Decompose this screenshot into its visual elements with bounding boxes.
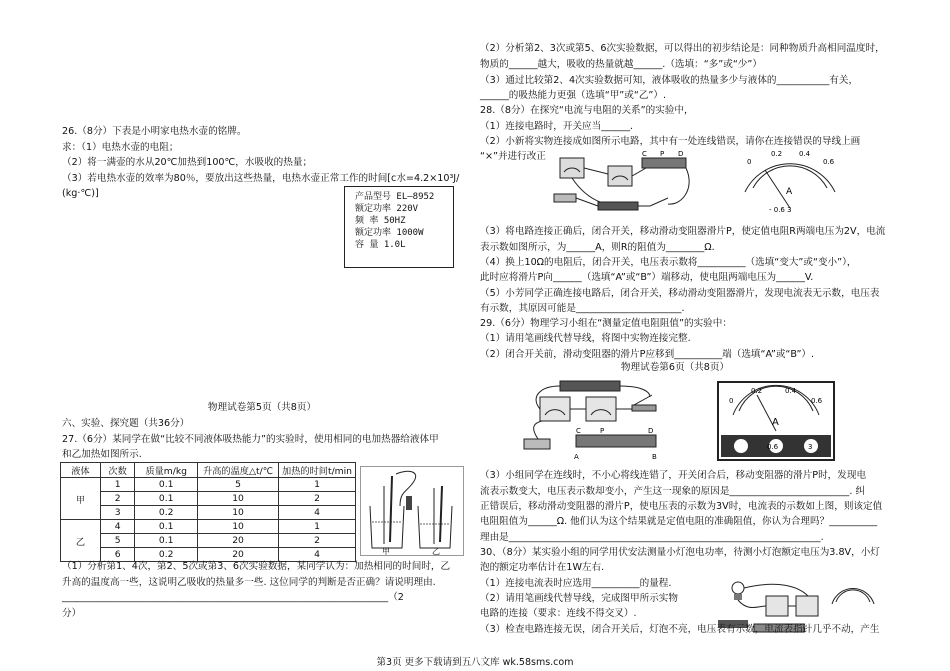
- text-line: （3）小组同学在连线时，不小心将线连错了，开关闭合后，移动变阻器的滑片P时，发现电: [480, 470, 867, 481]
- terminal-label: 3: [808, 443, 813, 451]
- table-cell: 5: [198, 478, 279, 492]
- slide-rheostat: [642, 150, 686, 168]
- table-row: [61, 506, 356, 520]
- table-row: [61, 492, 356, 506]
- voltmeter: [608, 166, 632, 186]
- tick-label: 0.6: [823, 158, 835, 166]
- text-line: （3）将电路连接正确后，闭合开关，移动滑动变阻器滑片P，使定值电阻R两端电压为2V，电流: [480, 226, 886, 237]
- table-cell: 1: [100, 478, 135, 492]
- table-header: 质量m/kg: [135, 463, 198, 478]
- ammeter-reading-figure: [735, 148, 845, 218]
- ammeter: [766, 596, 788, 616]
- text-line: （4）换上10Ω的电阻后，闭合开关，电压表示数将__________（选填“变大”或“变小”），: [480, 257, 857, 268]
- table-cell: 3: [100, 506, 135, 520]
- tick-label: 0.2: [751, 387, 763, 395]
- q26-line: （2）将一满壶的水从20℃加热到100℃，水吸收的热量；: [62, 157, 313, 168]
- table-cell: 4: [279, 506, 356, 520]
- table-cell: 0.2: [135, 506, 198, 520]
- slide-rheostat: [574, 427, 657, 461]
- text-line: （2）闭合开关前，滑动变阻器的滑片P应移到__________端（选填“A”或“B”）.: [480, 349, 815, 360]
- text-line: 流表示数变大，电压表示数却变小，产生这一现象的原因是_________________________. 纠: [480, 486, 866, 497]
- table-cell: 1: [279, 478, 356, 492]
- table-cell: 4: [100, 520, 135, 534]
- resistor: [524, 439, 550, 449]
- battery: [598, 202, 638, 210]
- q27b-line: 分）: [62, 608, 82, 619]
- table-cell: 1: [279, 520, 356, 534]
- text-line: 表示数如图所示，为______A，则R的阻值为________Ω.: [480, 242, 715, 253]
- experiment-table: [60, 462, 356, 562]
- page-label-6: 物理试卷第6页（共8页）: [620, 362, 730, 373]
- tick-label: 0.2: [771, 150, 783, 158]
- q26-line: 求：（1）电热水壶的电阻；: [62, 142, 179, 153]
- text-line: 有示数，其原因可能是______________________.: [480, 303, 685, 314]
- table-header: 加热的时间t/min: [279, 463, 356, 478]
- ammeter: [560, 158, 584, 178]
- terminal-label: 0.6: [767, 443, 779, 451]
- tick-label: 0.4: [785, 387, 797, 395]
- nameplate-row: 频 率 50HZ: [355, 216, 406, 226]
- rheostat-label: D: [678, 150, 684, 158]
- q28-circuit-figure: [550, 150, 700, 220]
- rheostat-label: A: [574, 453, 579, 461]
- table-cell: 2: [279, 534, 356, 548]
- q27-line: 27.（6分）某同学在做“比较不同液体吸热能力”的实验时，使用相同的电加热器给液体甲: [62, 434, 439, 445]
- text-line: （1）连接电流表时应选用__________的量程.: [480, 578, 672, 589]
- nameplate-box: [344, 186, 454, 268]
- fig-label-jia: 甲: [382, 547, 390, 556]
- table-cell: 0.1: [135, 520, 198, 534]
- bulb: [732, 582, 744, 600]
- rheostat-label: P: [660, 150, 665, 158]
- table-cell: 5: [100, 534, 135, 548]
- q27b-line: （1）分析第1、4次，第2、5次或第3、6次实验数据，某同学认为：加热相同的时间时，乙: [62, 561, 451, 572]
- meter-unit: A: [772, 417, 779, 428]
- heater-beakers-figure: [360, 466, 464, 556]
- page-label-5: 物理试卷第5页（共8页）: [207, 402, 317, 413]
- table-cell: 0.1: [135, 478, 198, 492]
- voltmeter: [796, 596, 818, 616]
- tick-label: 0: [747, 158, 752, 166]
- text-line: 29.（6分）物理学习小组在“测量定值电阻阻值”的实验中：: [480, 318, 732, 329]
- text-line: （2）请用笔画线代替导线，完成图甲所示实物: [480, 593, 678, 604]
- text-line: （3）检查电路连接无误，闭合开关后，灯泡不亮，电压表有示数，电流表指针几乎不动，产生: [480, 624, 880, 635]
- nameplate-row: 额定功率 1000W: [355, 228, 424, 238]
- ammeter: [540, 397, 570, 421]
- meter-dial: [832, 589, 874, 604]
- table-header: 次数: [100, 463, 135, 478]
- rheostat-label: D: [648, 427, 654, 435]
- voltmeter: [586, 397, 616, 421]
- text-line: 30、（8分）某实验小组的同学用伏安法测量小灯泡电功率，待测小灯泡额定电压为3.8V，小灯: [480, 547, 880, 558]
- beaker-jia: [370, 476, 404, 548]
- table-row: [61, 534, 356, 548]
- text-line: “×”并进行改正: [480, 151, 546, 162]
- q27b-line: 升高的温度高一些，这说明乙吸收的热量多一些. 这位同学的判断是否正确？请说明理由.: [62, 577, 436, 588]
- text-line: （5）小芳同学正确连接电路后，闭合开关，移动滑动变阻器滑片，发现电流表无示数，电压表: [480, 288, 880, 299]
- q27-line: 和乙加热如图所示.: [62, 449, 142, 460]
- text-line: （1）连接电路时，开关应当______.: [480, 121, 634, 132]
- rheostat-label: P: [600, 427, 605, 435]
- table-header: 升高的温度△t/℃: [198, 463, 279, 478]
- table-cell: 20: [198, 548, 279, 562]
- text-line: 28.（8分）在探究“电流与电阻的关系”的实验中，: [480, 105, 694, 116]
- table-cell: 2: [100, 492, 135, 506]
- text-line: 泡的额定功率估计在1W左右.: [480, 562, 605, 573]
- table-row: [61, 520, 356, 534]
- tick-label: 0: [729, 397, 734, 405]
- battery-pack: [560, 381, 620, 391]
- section-heading: 六、实验、探究题（共36分）: [62, 418, 190, 429]
- switch: [632, 395, 656, 411]
- q26-line: 26.（8分）下表是小明家电热水壶的铭牌。: [62, 126, 247, 137]
- text-line: 正错误后，移动滑动变阻器的滑片P，使电压表的示数为3V时，电流表的示数如上图，则该定值: [480, 501, 883, 512]
- q29-circuit-figure: [520, 377, 690, 462]
- table-cell: 20: [198, 534, 279, 548]
- table-header: 液体: [61, 463, 101, 478]
- rheostat-label: C: [642, 150, 647, 158]
- table-cell: 4: [279, 548, 356, 562]
- table-header-row: [61, 463, 356, 478]
- table-cell-liquid: 甲: [61, 478, 101, 520]
- tick-label: 0.6: [811, 397, 823, 405]
- text-line: （2）小新将实物连接成如图所示电路，其中有一处连线错误，请你在连接错误的导线上画: [480, 136, 861, 147]
- meter-range: - 0.6 3: [769, 206, 792, 214]
- table-cell: 10: [198, 492, 279, 506]
- table-cell: 0.1: [135, 492, 198, 506]
- text-line: ______的吸热能力更强（选填“甲”或“乙”）.: [480, 90, 667, 101]
- table-cell: 10: [198, 520, 279, 534]
- table-cell: 6: [100, 548, 135, 562]
- rheostat-label: B: [652, 453, 657, 461]
- table-cell-liquid: 乙: [61, 520, 101, 562]
- nameplate-row: 额定功率 220V: [355, 204, 419, 214]
- q26-line: （3）若电热水壶的效率为80％，要放出这些热量，电热水壶正常工作的时间[c水=4.2×10³J/: [62, 173, 460, 184]
- nameplate-row: 产品型号 EL—8952: [355, 192, 435, 202]
- meter-unit: A: [786, 187, 793, 197]
- text-line: 电路的连接（要求：连线不得交叉）.: [480, 608, 637, 619]
- text-line: （2）分析第2、3次或第5、6次实验数据，可以得出的初步结论是：同种物质升高相同温度时，: [480, 43, 885, 54]
- text-line: 理由是_________________________________________________________________.: [480, 532, 824, 543]
- switch: [650, 198, 668, 206]
- tick-label: 0.4: [799, 150, 811, 158]
- text-line: 电阻阻值为______Ω. 他们认为这个结果就是定值电阻的准确阻值，你认为合理吗？__________: [480, 516, 878, 527]
- text-line: （3）通过比较第2、4次实验数据可知，液体吸收的热量多少与液体的___________有关，: [480, 75, 859, 86]
- rheostat-label: C: [576, 427, 581, 435]
- q26-line: (kg·℃)]: [62, 188, 99, 199]
- table-row: [61, 478, 356, 492]
- table-cell: 10: [198, 506, 279, 520]
- answer-line: ____________________________________________________________________（2: [62, 592, 404, 603]
- text-line: 物质的______越大，吸收的热量就越______.（选填：“多”或“少”）: [480, 59, 762, 70]
- table-cell: 0.2: [135, 548, 198, 562]
- resistor: [554, 194, 576, 202]
- table-cell: 0.1: [135, 534, 198, 548]
- q29-meter-figure: [717, 381, 835, 461]
- table-row: [61, 548, 356, 562]
- beaker-yi: [418, 486, 452, 548]
- table-cell: 2: [279, 492, 356, 506]
- fig-label-yi: 乙: [432, 547, 440, 556]
- nameplate-row: 容 量 1.0L: [355, 240, 406, 250]
- heater-cable: [396, 471, 416, 510]
- page-footer: 第3页 更多下载请到五八文库 wk.58sms.com: [376, 657, 574, 668]
- text-line: （1）请用笔画线代替导线，将图中实物连接完整.: [480, 333, 691, 344]
- text-line: 此时应将滑片P向______（选填“A”或“B”）端移动，使电阻两端电压为______V.: [480, 272, 814, 283]
